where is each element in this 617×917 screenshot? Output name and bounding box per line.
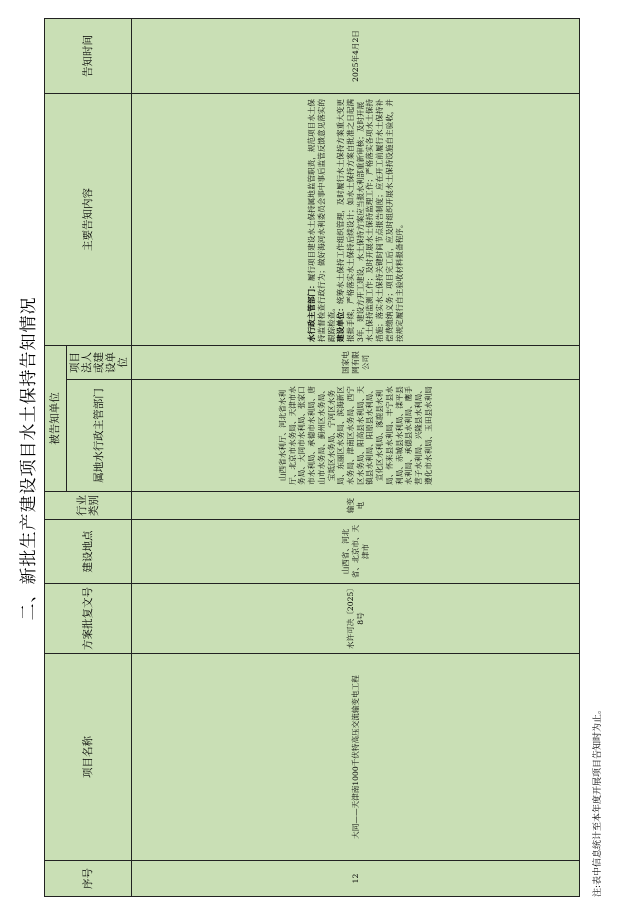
- cell-legal-person: 国家电网有限公司: [132, 346, 580, 380]
- content-builder-label: 建设单位：: [336, 304, 346, 342]
- cell-location: 山西省、河北省、北京市、天津市: [132, 520, 580, 584]
- cell-project-name: 大同——天津南1000千伏特高压交流输变电工程: [132, 654, 580, 861]
- cell-seq: 12: [132, 861, 580, 897]
- header-seq: 序号: [45, 861, 132, 897]
- header-content: 主要告知内容: [45, 94, 132, 346]
- cell-approval-no: 水许可决〔2025〕8号: [132, 584, 580, 654]
- cell-water-admin: 山西省水利厅、河北省水利厅、北京市水务局、天津市水务局、大同市水利局、张家口市水利局、承德市水利局、唐山市水务局、蓟州区水务局、宝坻区水务局、宁河区水务局、东丽区水务局、滨海新区水务局、津南区水务局、西宁区水务局、阳高县水利局、天镇县水利局、阳原县水利局、宣化区水利局、涿鹿县水利局、怀来县水利局、丰宁县水利局、赤城县水利局、滦平县水利局、承德县水利局、鹰手营子水利局、兴隆县水利局、遵化市水利局、玉田县水利局: [132, 380, 580, 492]
- page-title: 二、新批生产建设项目水土保持告知情况: [19, 296, 39, 621]
- header-water-admin: 属地水行政主管部门: [67, 380, 132, 492]
- project-notice-table: [44, 18, 580, 897]
- content-admin-text: 履行项目建设水土保持属地监管职责，规范项目水土保持监督检查行政行为；做好海河水利委员会事中事后监管反馈意见落实的跟踪检查。: [307, 99, 336, 342]
- header-notice-time: 告知时间: [45, 19, 132, 94]
- header-approval-no: 方案批复文号: [45, 584, 132, 654]
- footnote: 注:表中信息统计至本年度开展项目告知时为止。: [593, 704, 603, 897]
- header-legal-person: 项目法人或建设单位: [67, 346, 132, 380]
- content-admin-label: 水行政主管部门：: [307, 281, 317, 342]
- content-builder-text: 统筹水土保持工作组织管理，及时履行水土保持方案重大变更报批手续，严格落实水土保持后续设计；如水土保持方案自批准之日起满3年，建设方开工建设，水土保持方案应当报水利部重新审核；及时开展水土保持监测工作；及时开展水土保持监理工作；严格落实各项水土保持措施；落实水土保持关键时间节点报告制度；应在开工前履行水土保持补偿费缴纳义务；项目完工后，应及时组织开展水土保持设施自主验收，并按规定履行自主验收材料报备程序。: [336, 99, 404, 342]
- header-industry: 行业类别: [45, 492, 132, 520]
- cell-notice-time: 2025年4月2日: [132, 19, 580, 94]
- header-location: 建设地点: [45, 520, 132, 584]
- table-row: [132, 19, 580, 897]
- cell-industry: 输变电: [132, 492, 580, 520]
- header-notified-unit: 被告知单位: [45, 346, 67, 492]
- cell-content: [132, 94, 580, 346]
- header-project-name: 项目名称: [45, 654, 132, 861]
